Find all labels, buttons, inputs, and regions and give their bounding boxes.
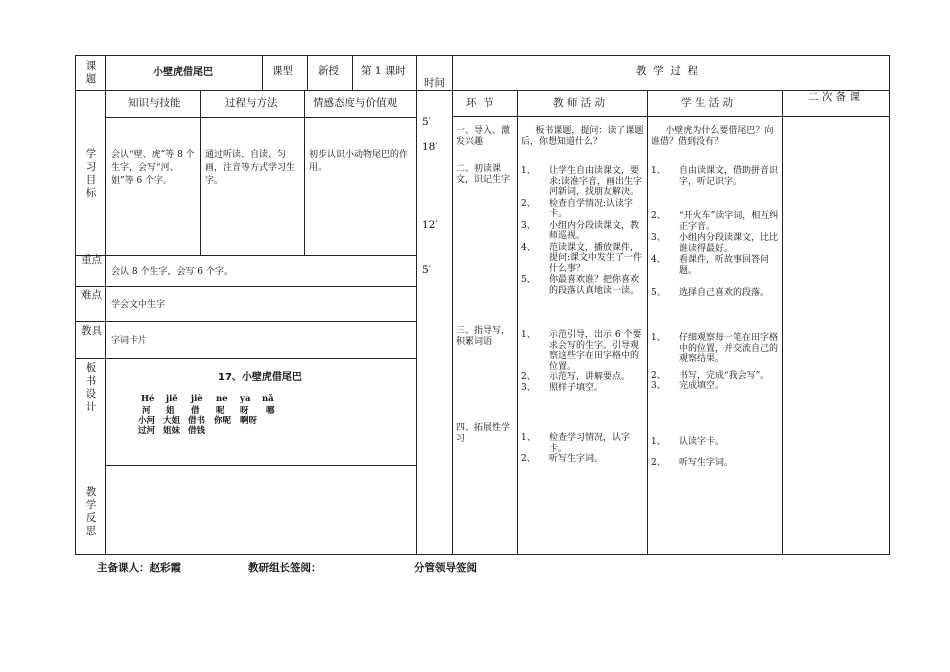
time-value: 5′ [422,116,432,128]
teacher-head: 教 师 活 动 [553,97,606,109]
board-char: 借 [191,406,200,416]
goals-divider-1 [200,90,201,255]
stage-1: 一、导入、激发兴趣 [456,126,511,147]
time-value: 12′ [422,219,438,231]
header-divider-1 [262,55,263,90]
teacher-activity: 3、 小组内分段读课文，教师巡视。 [521,220,640,241]
teacher-column-divider [647,90,648,555]
goals-emotion-head: 情感态度与价值观 [313,97,397,109]
board-title: 17、小壁虎借尾巴 [218,372,302,383]
header-divider-3 [352,55,353,90]
process-title: 教 学 过 程 [636,65,699,77]
board-pinyin: jiě [166,394,178,404]
time-label: 时间 [424,77,445,89]
time-value: 5′ [422,264,432,276]
board-char: 呀 [240,406,249,416]
keypoint-label: 重点 [81,254,102,266]
board-word: 借钱 [188,426,206,436]
table-border-left [75,55,76,555]
teacher-activities-4 [521,433,645,465]
teacher-activity: 3、 照样子填空。 [521,382,604,393]
stage-3: 三、指导写，积累词语 [456,326,511,347]
second-prep-label: 二 次 备 课 [808,91,861,103]
board-word: 过河 [138,426,156,436]
goals-bottom [75,255,417,256]
board-label: 板 书 设 计 [85,362,97,413]
aids-text: 字词卡片 [111,336,148,346]
difficulty-text: 学会文中生字 [111,300,166,310]
board-pinyin: ne [216,394,228,404]
table-border-bottom [75,554,890,555]
board-char: 呢 [216,406,225,416]
student-activity: 2、 听写生字词。 [651,457,734,468]
goals-process-head: 过程与方法 [225,97,278,109]
left-section-divider [416,55,417,555]
student-activity: 5、 选择自己喜欢的段落。 [651,288,770,298]
goals-head-bottom [105,117,417,118]
board-word: 啊呀 [240,416,258,426]
board-bottom [105,465,417,466]
student-activity: 2、 “开火车”读字词，相互纠正字音。 [651,211,779,232]
keypoint-text: 会认 8 个生字，会写 6 个字。 [111,267,233,277]
student-activity: 1、 仔细观察每一笔在田字格中的位置，并交流自己的观察结果。 [651,333,779,364]
goals-knowledge-head: 知识与技能 [128,97,181,109]
time-column-divider [452,55,453,555]
teacher-activity: 2、 检查自学情况:认读字卡。 [521,198,634,219]
table-border-top [75,55,890,56]
header-row-bottom [75,90,453,91]
teacher-activity: 5、 你最喜欢谁？把你喜欢的段落认真地读一读。 [521,275,640,296]
goals-knowledge-text: 会认“壁、虎”等 8 个生字，会写“河、姐”等 6 个字。 [111,150,195,186]
difficulty-label: 难点 [81,289,102,301]
board-word: 借书 [188,416,206,426]
board-char: 姐 [166,406,175,416]
teacher-activities-3 [521,330,645,393]
teacher-activity: 1、 检查学习情况，认字卡。 [521,433,631,454]
board-pinyin: jiè [191,394,203,404]
student-activity: 3、 完成填空。 [651,381,725,391]
label-column-divider [105,55,106,555]
goals-divider-2 [304,90,305,255]
type-label: 课型 [272,65,293,77]
board-word: 小河 [138,416,156,426]
student-activity: 1、 认读字卡。 [651,437,725,447]
reflection-label: 教 学 反 思 [85,486,97,537]
board-pinyin: Hé [141,394,155,404]
lesson-title: 小壁虎借尾巴 [153,67,213,78]
stage-2: 二、初读课文，识记生字 [456,164,511,185]
topic-label: 课 题 [85,60,97,85]
student-activity: 2、 书写，完成“我会写”。 [651,370,770,381]
student-activities-3 [651,333,779,392]
teacher-activity: 2、 示范写，讲解要点。 [521,372,631,382]
board-char: 哪 [266,406,275,416]
board-pinyin: ya [240,394,251,404]
aids-bottom [75,358,417,359]
board-char: 河 [142,406,151,416]
table-border-right [889,55,890,555]
teacher-activity: 1、 让学生自由读课文，要求:读准字音，画出生字河新词，找朋友解决。 [521,166,643,197]
goals-label: 学 习 目 标 [85,148,97,199]
stage-head: 环 节 [466,97,494,109]
leader-signature: 分管领导签阅 [414,562,477,574]
board-pinyin: nǎ [262,394,274,404]
group-leader-signature: 教研组长签阅： [248,562,322,574]
student-activities-2 [651,166,779,299]
teacher-activity: 1、 示范引导，出示 6 个要求会写的生字。引导观察这些字在田字格中的位置。 [521,330,642,372]
goals-process-text: 通过听读、自读、匀画，注音等方式学习生字。 [205,150,296,186]
student-activity: 1、 自由读课文，借助拼音识字，听记识字。 [651,166,779,187]
student-column-divider [782,90,783,555]
period-label: 第 1 课时 [361,65,406,77]
board-word: 你呢 [214,416,232,426]
time-value: 18′ [422,141,438,153]
stage-4: 四、拓展性学习 [456,423,511,444]
header-divider-2 [307,55,308,90]
board-word: 姐妹 [163,426,181,436]
teacher-intro: 板书课题，提问：读了课题后，你想知道什么？ [521,126,644,147]
stage-column-divider [517,90,518,555]
teacher-activities-2 [521,166,645,296]
type-value: 新授 [318,65,339,77]
board-word: 大姐 [163,416,181,426]
student-head: 学 生 活 动 [681,97,734,109]
aids-label: 教具 [81,325,102,337]
teacher-activity: 2、 听写生字词。 [521,454,604,464]
difficulty-bottom [75,321,417,322]
student-activity: 4、 看课件，听故事回答问题。 [651,255,770,276]
keypoint-bottom [75,286,417,287]
teacher-activity: 4、 范读课文，播放课件，提问:课文中发生了一件什么事？ [521,242,643,274]
preparer-signature: 主备课人：赵彩霞 [97,562,181,574]
goals-emotion-text: 初步认识小动物尾巴的作用。 [309,150,409,173]
student-intro: 小壁虎为什么要借尾巴？向谁借？借到没有？ [651,126,774,147]
student-activity: 3、 小组内分段读课文，比比谁读得最好。 [651,233,779,254]
student-activities-4 [651,437,779,468]
